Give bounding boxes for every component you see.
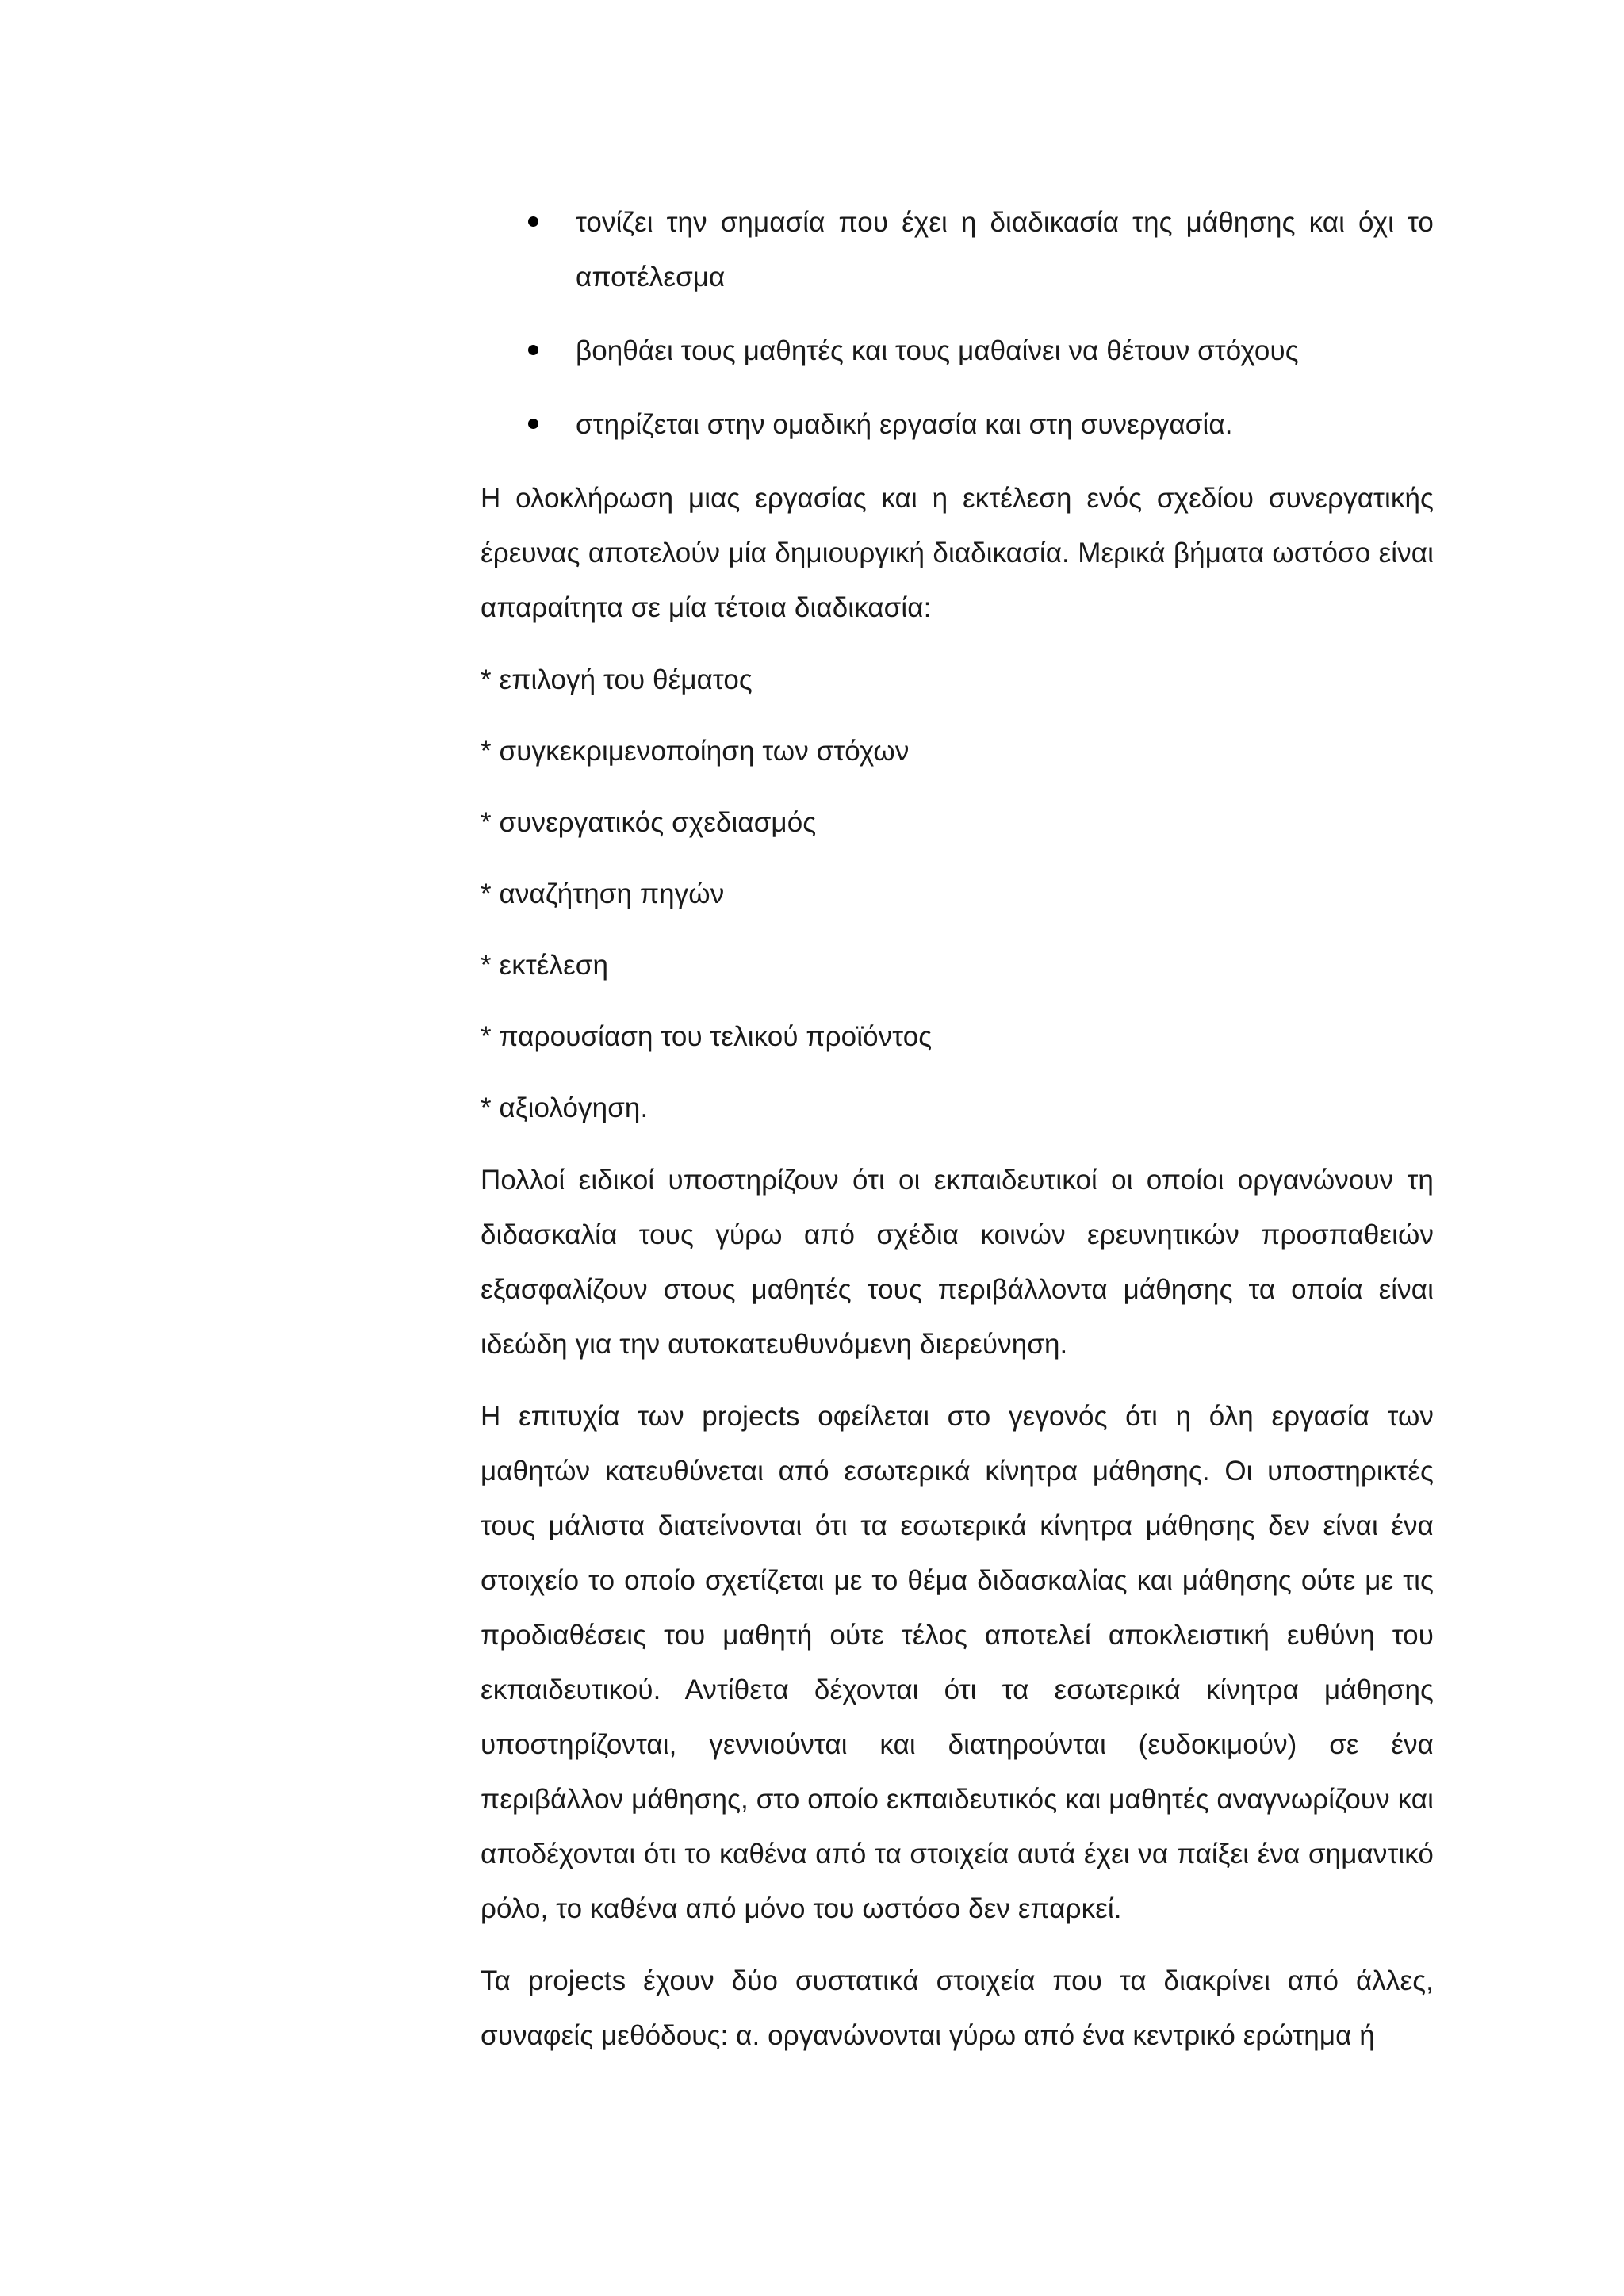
bullet-icon bbox=[528, 345, 538, 355]
body-paragraph: Πολλοί ειδικοί υποστηρίζουν ότι οι εκπαιδευτικοί οι οποίοι οργανώνουν τη διδασκαλία τους γύρω από σχέδια κοινών ερευνητικών προσπαθειών εξασφαλίζουν στους μαθητές τους περιβάλλοντα μάθησης τα οποία είναι ιδεώδη για την αυτοκατευθυνόμενη διερεύνηση. bbox=[481, 1165, 1434, 1360]
step-item: * αξιολόγηση. bbox=[481, 1093, 649, 1123]
bullet-icon bbox=[528, 216, 538, 227]
step-item: * συγκεκριμενοποίηση των στόχων bbox=[481, 736, 910, 767]
bullet-text: βοηθάει τους μαθητές και τους μαθαίνει να θέτουν στόχους bbox=[576, 335, 1299, 366]
step-item: * παρουσίαση του τελικού προϊόντος bbox=[481, 1021, 933, 1052]
bullet-icon bbox=[528, 419, 538, 429]
steps-list bbox=[481, 652, 1434, 1135]
bullet-text: τονίζει την σημασία που έχει η διαδικασία της μάθησης και όχι το αποτέλεσμα bbox=[576, 207, 1434, 293]
bullet-text: στηρίζεται στην ομαδική εργασία και στη συνεργασία. bbox=[576, 409, 1233, 440]
bullet-item bbox=[481, 397, 1434, 452]
step-item: * αναζήτηση πηγών bbox=[481, 878, 725, 909]
bullet-list bbox=[481, 195, 1434, 452]
document-body bbox=[481, 195, 1434, 2080]
step-item: * συνεργατικός σχεδιασμός bbox=[481, 807, 817, 838]
bullet-item bbox=[481, 323, 1434, 378]
step-item: * εκτέλεση bbox=[481, 950, 609, 981]
intro-paragraph: Η ολοκλήρωση μιας εργασίας και η εκτέλεση ενός σχεδίου συνεργατικής έρευνας αποτελούν μία δημιουργική διαδικασία. Μερικά βήματα ωστόσο είναι απαραίτητα σε μία τέτοια διαδικασία: bbox=[481, 483, 1434, 623]
bullet-item bbox=[481, 195, 1434, 304]
step-item: * επιλογή του θέματος bbox=[481, 664, 753, 695]
body-paragraph: Η επιτυχία των projects οφείλεται στο γεγονός ότι η όλη εργασία των μαθητών κατευθύνεται από εσωτερικά κίνητρα μάθησης. Οι υποστηρικτές τους μάλιστα διατείνονται ότι τα εσωτερικά κίνητρα μάθησης δεν είναι ένα στοιχείο το οποίο σχετίζεται με το θέμα διδασκαλίας και μάθησης ούτε με τις προδιαθέσεις του μαθητή ούτε τέλος αποτελεί αποκλειστική ευθύνη του εκπαιδευτικού. Αντίθετα δέχονται ότι τα εσωτερικά κίνητρα μάθησης υποστηρίζονται, γεννιούνται και διατηρούνται (ευδοκιμούν) σε ένα περιβάλλον μάθησης, στο οποίο εκπαιδευτικός και μαθητές αναγνωρίζουν και αποδέχονται ότι το καθένα από τα στοιχεία αυτά έχει να παίξει ένα σημαντικό ρόλο, το καθένα από μόνο του ωστόσο δεν επαρκεί. bbox=[481, 1401, 1434, 1924]
body-paragraph: Τα projects έχουν δύο συστατικά στοιχεία που τα διακρίνει από άλλες, συναφείς μεθόδους: α. οργανώνονται γύρω από ένα κεντρικό ερώτημα ή bbox=[481, 1965, 1434, 2051]
